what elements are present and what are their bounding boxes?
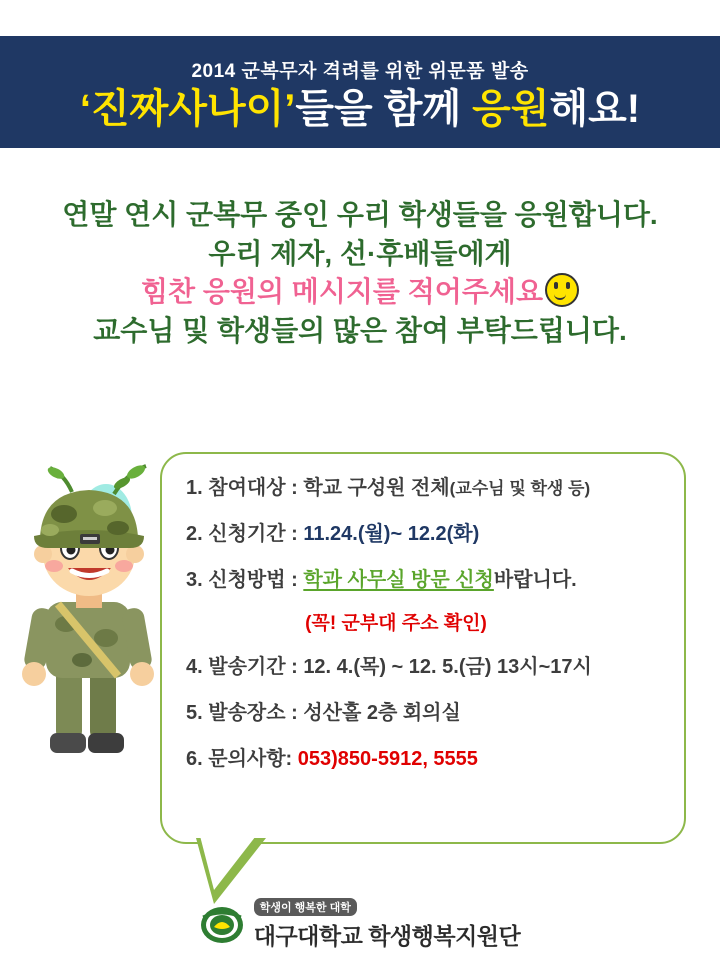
item-label: 신청방법 :: [208, 569, 298, 591]
item-value: 053)850-5912, 5555: [297, 748, 478, 770]
header-title-emphasis: 진짜사나이: [91, 86, 285, 131]
item-paren: (교수님 및 학생 등): [449, 479, 591, 498]
list-item: [186, 655, 666, 679]
intro-line-2: 우리 제자, 선·후배들에게: [208, 237, 512, 269]
header-title-end: 해요!: [549, 86, 641, 131]
item-number: 1.: [186, 477, 203, 499]
intro-line-3-text: 힘찬 응원의 메시지를 적어주세요: [140, 276, 543, 308]
item-label: 참여대상 :: [208, 477, 298, 499]
list-item: [186, 747, 666, 771]
soldier-character-illustration: [10, 452, 170, 782]
header-title-middle: 들을 함께: [295, 86, 473, 131]
header-title-quote-open: ‘: [79, 86, 92, 131]
item-number: 2.: [186, 523, 203, 545]
intro-line-1: 연말 연시 군복무 중인 우리 학생들을 응원합니다.: [62, 199, 658, 230]
smiley-face-icon: [545, 273, 579, 307]
item-label: 발송기간 :: [208, 656, 298, 678]
item-value: 12. 4.(목) ~ 12. 5.(금) 13시~17시: [303, 656, 592, 678]
footer-tagline: 학생이 행복한 대학: [254, 898, 357, 916]
intro-line-4: 교수님 및 학생들의 많은 참여 부탁드립니다.: [93, 314, 627, 346]
item-value: 학과 사무실 방문 신청: [303, 569, 494, 591]
footer-organization: 대구대학교 학생행복지원단: [253, 923, 521, 949]
item-value: 성산홀 2층 회의실: [303, 702, 461, 724]
item-number: 5.: [186, 702, 203, 724]
header-title: [79, 86, 641, 131]
item-label: 발송장소 :: [208, 702, 298, 724]
header-title-quote-close: ’: [284, 86, 296, 131]
item-value: 학교 구성원 전체: [303, 477, 450, 499]
list-item: [186, 522, 666, 546]
footer-logo: [0, 898, 720, 951]
footer-text-block: [254, 898, 521, 951]
header-banner: [0, 36, 720, 148]
address-check-note: (꼭! 군부대 주소 확인): [305, 613, 487, 634]
item-label: 신청기간 :: [208, 523, 298, 545]
item-suffix: 바랍니다.: [493, 569, 577, 591]
intro-line-3: [0, 273, 720, 312]
item-number: 4.: [186, 656, 203, 678]
list-item: [186, 476, 666, 500]
bubble-tail-fill: [199, 832, 259, 890]
list-item: [186, 701, 666, 725]
item-label: 문의사항:: [208, 748, 293, 770]
item-number: 6.: [186, 748, 203, 770]
info-list: [186, 476, 666, 793]
university-emblem-icon: [200, 905, 244, 945]
intro-paragraph: [0, 196, 720, 351]
list-item: [186, 568, 666, 592]
header-subtitle: 2014 군복무자 격려를 위한 위문품 발송: [191, 60, 529, 82]
item-number: 3.: [186, 569, 203, 591]
header-title-highlight: 응원: [472, 86, 550, 131]
item-value: 11.24.(월)~ 12.2(화): [303, 523, 480, 545]
